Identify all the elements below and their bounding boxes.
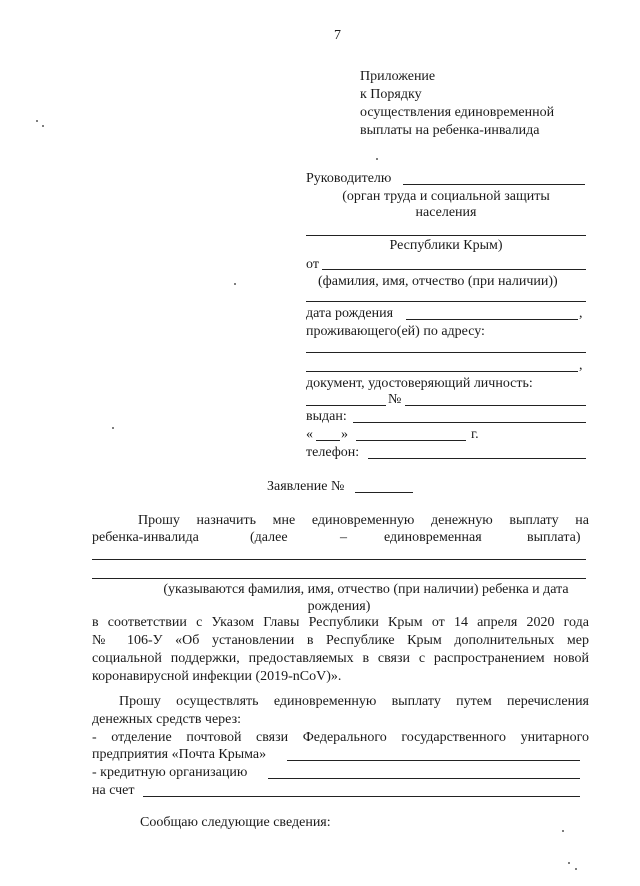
scan-speck — [562, 830, 564, 832]
p3-line-2: денежных средств через: — [92, 712, 241, 727]
account-field-line[interactable] — [143, 796, 580, 797]
scan-speck — [36, 120, 38, 122]
fio-field-line[interactable] — [306, 301, 586, 302]
phone-field-line[interactable] — [368, 458, 586, 459]
p3-line-3: - отделение почтовой связи Федерального государственного унитарного — [92, 730, 589, 745]
p1-line-2-d: единовременная — [384, 530, 482, 545]
p3-line-6: на счет — [92, 783, 135, 798]
scan-speck — [42, 125, 44, 127]
date-quote-close: » — [341, 427, 348, 442]
address-comma: , — [579, 358, 583, 373]
birth-field-line[interactable] — [406, 319, 578, 320]
p3-line-1: Прошу осуществлять единовременную выплату путем перечисления — [119, 694, 589, 709]
p4-line-1: Сообщаю следующие сведения: — [140, 815, 331, 830]
child-field-line-2[interactable] — [92, 578, 586, 579]
p1-line-1: Прошу назначить мне единовременную денежную выплату на — [138, 513, 589, 528]
p2-line-3: социальной поддержки, предоставляемых в связи с распространением новой — [92, 651, 589, 666]
address-field-line-1[interactable] — [306, 352, 586, 353]
post-office-field-line[interactable] — [287, 760, 580, 761]
bank-field-line[interactable] — [268, 778, 580, 779]
p1-line-2-b: (далее — [250, 530, 288, 545]
from-field-line[interactable] — [322, 269, 586, 270]
organ-hint-2: населения — [415, 205, 477, 220]
address-field-line-2[interactable] — [306, 371, 578, 372]
appendix-line-1: Приложение — [360, 69, 436, 84]
organ-hint-1: (орган труда и социальной защиты — [342, 189, 550, 204]
birth-comma: , — [579, 306, 583, 321]
scan-speck — [234, 283, 236, 285]
page-number: 7 — [334, 28, 341, 43]
p1-line-2-e: выплата) — [527, 530, 581, 545]
child-field-line-1[interactable] — [92, 559, 586, 560]
p2-line-1: в соответствии с Указом Главы Республики Крым от 14 апреля 2020 года — [92, 615, 589, 630]
scan-speck — [112, 427, 114, 429]
appendix-line-4: выплаты на ребенка-инвалида — [360, 123, 540, 138]
birth-label: дата рождения — [306, 306, 394, 321]
address-label: проживающего(ей) по адресу: — [306, 324, 485, 339]
phone-label: телефон: — [306, 445, 360, 460]
p1-line-2-a: ребенка-инвалида — [92, 530, 199, 545]
p1-line-2-c: – — [340, 530, 347, 545]
statement-title: Заявление № — [267, 479, 345, 494]
issued-field-line[interactable] — [353, 422, 586, 423]
id-number-field-line[interactable] — [405, 405, 586, 406]
appendix-line-3: осуществления единовременной — [360, 105, 555, 120]
id-series-field-line[interactable] — [306, 405, 386, 406]
date-month-field-line[interactable] — [356, 440, 466, 441]
appendix-line-2: к Порядку — [360, 87, 422, 102]
scan-speck — [376, 158, 378, 160]
to-field-line[interactable] — [403, 184, 585, 185]
id-doc-label: документ, удостоверяющий личность: — [306, 376, 533, 391]
child-hint-2: рождения) — [307, 599, 371, 614]
from-label: от — [306, 257, 319, 272]
child-hint-1: (указываются фамилия, имя, отчество (при наличии) ребенка и дата — [163, 582, 569, 597]
issued-label: выдан: — [306, 409, 347, 424]
p2-line-4: коронавирусной инфекции (2019-nCoV)». — [92, 669, 342, 684]
to-label: Руководителю — [306, 171, 392, 186]
p3-line-4: предприятия «Почта Крыма» — [92, 747, 267, 762]
statement-number-line[interactable] — [355, 492, 413, 493]
scan-speck — [575, 868, 577, 870]
scan-speck — [568, 862, 570, 864]
p2-line-2: № 106-У «Об установлении в Республике Крым дополнительных мер — [92, 633, 589, 648]
number-sign: № — [388, 392, 402, 407]
date-quote-open: « — [306, 427, 313, 442]
p3-line-5: - кредитную организацию — [92, 765, 248, 780]
date-day-field-line[interactable] — [316, 440, 340, 441]
fio-hint: (фамилия, имя, отчество (при наличии)) — [318, 274, 558, 289]
year-suffix: г. — [471, 427, 479, 442]
organ-field-line[interactable] — [306, 235, 586, 236]
republic-text: Республики Крым) — [389, 238, 503, 253]
